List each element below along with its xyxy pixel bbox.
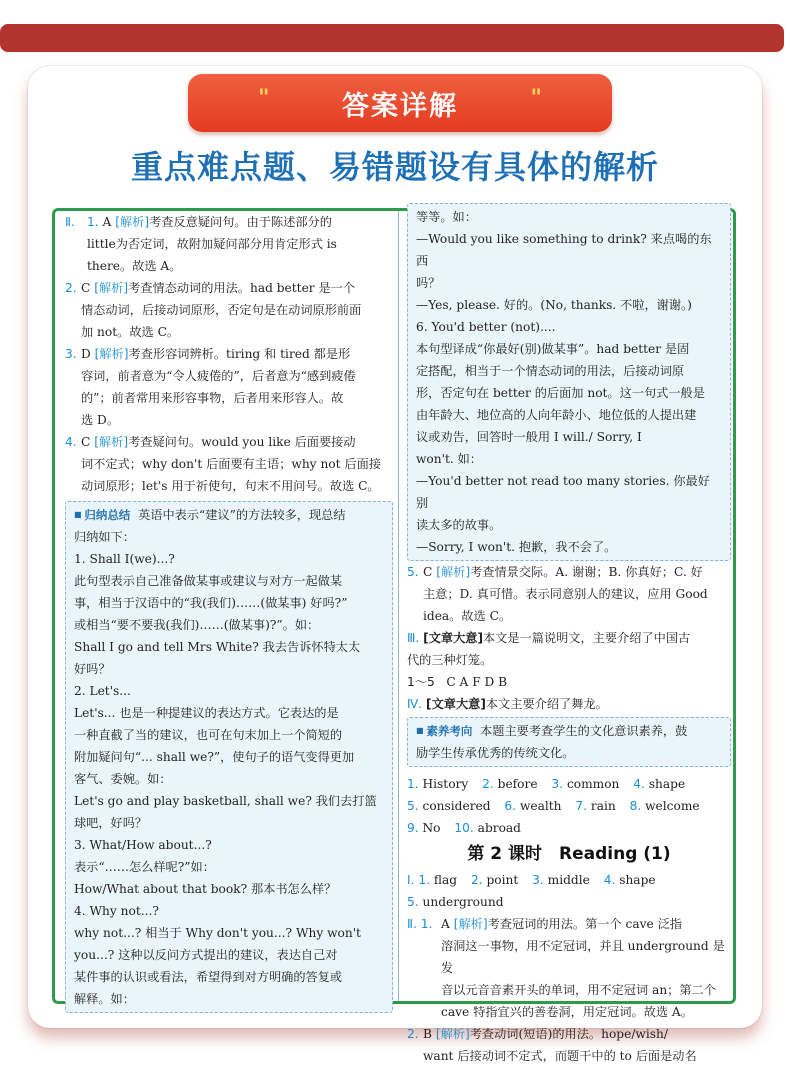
banner-quote-right: " <box>530 86 542 111</box>
section-3-summary <box>407 627 731 671</box>
reading-answer-2-2 <box>407 1023 731 1067</box>
summary-line: 本文主要介绍了舞龙。 <box>485 697 608 711</box>
note-line: 事，相当于汉语中的“我(我们)……(做某事) 好吗?” <box>74 596 348 610</box>
question-number: 2. <box>65 281 77 295</box>
note-line: 2. Let's... <box>74 684 131 698</box>
vocab-item: 3. common <box>551 777 620 791</box>
summary-line: 代的三种灯笼。 <box>407 653 493 667</box>
literacy-note-box <box>407 717 731 767</box>
vocab-item: 5. underground <box>407 895 504 909</box>
analysis-line: 动词原形；let's 用于祈使句，句末不用问号。故选 C。 <box>81 479 380 493</box>
analysis-tag: [解析] <box>453 917 488 931</box>
note-line: 或相当“要不要我(我们)……(做某事)?”。如： <box>74 618 320 632</box>
answer-letters: C A F D B <box>446 675 508 689</box>
banner-title: 答案详解 <box>342 90 458 122</box>
literacy-note-head: ■ 素养考向 <box>416 724 472 738</box>
note-line: 由年龄大、地位高的人向年龄小、地位低的人提出建 <box>416 408 697 422</box>
answer-item-2-2 <box>65 277 393 343</box>
answers-1-5 <box>407 671 731 693</box>
section-4-summary <box>407 693 731 715</box>
note-line: 3. What/How about...? <box>74 838 212 852</box>
analysis-tag: [解析] <box>94 281 129 295</box>
title-banner <box>188 74 612 132</box>
note-line: 读太多的故事。 <box>416 518 502 532</box>
answer-item-2-5 <box>407 561 731 627</box>
analysis-line: 考查反意疑问句。由于陈述部分的 <box>149 215 332 229</box>
lesson-title: 第 2 课时 Reading (1) <box>467 844 671 864</box>
note-line: 本题主要考查学生的文化意识素养，鼓 <box>480 724 688 738</box>
summary-note-box <box>65 501 393 1013</box>
section-label: Ⅳ. <box>407 697 423 711</box>
vocab-item: 5. considered <box>407 799 491 813</box>
analysis-tag: [解析] <box>94 435 129 449</box>
answer-range: 1～5 <box>407 675 435 689</box>
analysis-line: 主意；D. 真可惜。表示同意别人的建议，应用 Good <box>423 587 708 601</box>
section-label: Ⅱ. <box>407 917 417 931</box>
note-line: 解释。如： <box>74 992 135 1006</box>
continued-note-box <box>407 203 731 561</box>
vocab-item: 1. History <box>407 777 469 791</box>
note-line: Shall I go and tell Mrs White? 我去告诉怀特太太 <box>74 640 361 654</box>
answer-letter: C <box>81 435 91 449</box>
note-line: 英语中表示“建议”的方法较多，现总结 <box>138 508 346 522</box>
note-line: 议或劝告，回答时一般用 I will./ Sorry, I <box>416 430 642 444</box>
note-line: 表示“……怎么样呢?”如： <box>74 860 215 874</box>
analysis-tag: [解析] <box>94 347 129 361</box>
note-line: 1. Shall I(we)...? <box>74 552 175 566</box>
reading-answer-2-1 <box>407 913 731 1023</box>
analysis-line: 考查动词(短语)的用法。hope/wish/ <box>469 1027 668 1041</box>
section-label: Ⅰ. <box>407 873 415 887</box>
note-line: 定搭配，相当于一个情态动词的用法，后接动词原 <box>416 364 685 378</box>
analysis-line: 容词，前者意为“令人疲倦的”，后者意为“感到疲倦 <box>81 369 356 383</box>
analysis-line: 情态动词，后接动词原形，否定句是在动词原形前面 <box>81 303 362 317</box>
summary-tag: [文章大意] <box>423 631 484 645</box>
summary-note-head: ■ 归纳总结 <box>74 508 130 522</box>
answer-letter: A <box>102 215 112 229</box>
answer-item-2-4 <box>65 431 393 497</box>
section-label: Ⅲ. <box>407 631 420 645</box>
note-line: 球吧，好吗？ <box>74 816 148 830</box>
note-line: 励学生传承优秀的传统文化。 <box>416 746 575 760</box>
note-line: How/What about that book? 那本书怎么样？ <box>74 882 337 896</box>
note-line: 一种直截了当的建议，也可在句末加上一个简短的 <box>74 728 343 742</box>
question-number: 1. <box>87 215 99 229</box>
vocab-item: 2. before <box>482 777 538 791</box>
answer-item-2-3 <box>65 343 393 431</box>
section-label: Ⅱ. <box>65 215 75 229</box>
analysis-line: there。故选 A。 <box>87 259 182 273</box>
vocab-item: 4. shape <box>633 777 686 791</box>
banner-quote-left: " <box>258 86 270 111</box>
note-line: 归纳如下： <box>74 530 135 544</box>
analysis-line: 的”；前者常用来形容事物，后者用来形容人。故 <box>81 391 344 405</box>
note-line: —Yes, please. 好的。(No, thanks. 不啦，谢谢。) <box>416 298 692 312</box>
section-1-answers <box>407 869 731 891</box>
question-number: 2. <box>407 1027 419 1041</box>
answer-frame <box>52 208 736 1063</box>
analysis-line: 考查情景交际。A. 谢谢；B. 你真好；C. 好 <box>470 565 703 579</box>
note-line: 4. Why not...? <box>74 904 159 918</box>
note-line: 等等。如： <box>416 210 477 224</box>
analysis-line: 选 D。 <box>81 413 120 427</box>
left-column <box>65 211 393 1006</box>
note-line: Let's go and play basketball, shall we? 我们去打篮 <box>74 794 377 808</box>
note-line: 好吗？ <box>74 662 111 676</box>
note-line: 客气、委婉。如： <box>74 772 172 786</box>
answer-letter: C <box>81 281 91 295</box>
analysis-line: 加 not。故选 C。 <box>81 325 180 339</box>
vocab-item: 7. rain <box>575 799 616 813</box>
column-divider <box>398 211 399 1001</box>
analysis-line: 词不定式；why don't 后面要有主语；why not 后面接 <box>81 457 381 471</box>
page-subtitle: 重点难点题、易错题设有具体的解析 <box>130 148 659 186</box>
question-number: 4. <box>65 435 77 449</box>
analysis-tag: [解析] <box>435 1027 470 1041</box>
analysis-line: 考查形容词辨析。tiring 和 tired 都是形 <box>128 347 351 361</box>
question-number: 1. <box>420 917 433 931</box>
note-line: won't. 如： <box>416 452 482 466</box>
analysis-line: 考查冠词的用法。第一个 cave 泛指 <box>487 917 682 931</box>
note-line: —You'd better not read too many stories. 你最好别 <box>416 474 710 510</box>
note-line: why not...? 相当于 Why don't you...? Why won't <box>74 926 361 940</box>
note-line: 形，否定句在 better 的后面加 not。这一句式一般是 <box>416 386 705 400</box>
note-line: 此句型表示自己准备做某事或建议与对方一起做某 <box>74 574 343 588</box>
vocab-item: 1. flag <box>418 873 458 887</box>
answer-letter: D <box>81 347 91 361</box>
analysis-line: 溶洞这一事物，用不定冠词，并且 underground 是发 <box>441 939 725 975</box>
summary-tag: [文章大意] <box>426 697 486 711</box>
analysis-line: 考查疑问句。would you like 后面要接动 <box>128 435 356 449</box>
question-number: 3. <box>65 347 77 361</box>
vocab-item: 9. No <box>407 821 441 835</box>
answer-letter: A <box>441 917 450 931</box>
analysis-line: cave 特指宜兴的善卷洞，用定冠词。故选 A。 <box>441 1005 693 1019</box>
analysis-line: 音以元音音素开头的单词，用不定冠词 an；第二个 <box>441 983 716 997</box>
vocab-row-1 <box>407 773 731 795</box>
analysis-tag: [解析] <box>436 565 471 579</box>
vocab-item: 6. wealth <box>504 799 562 813</box>
note-line: 本句型译成“你最好(别)做某事”。had better 是固 <box>416 342 690 356</box>
note-line: —Sorry, I won't. 抱歉，我不会了。 <box>416 540 617 554</box>
top-decor-bar <box>0 24 784 52</box>
analysis-tag: [解析] <box>115 215 150 229</box>
note-line: 某件事的认识或看法，希望得到对方明确的答复或 <box>74 970 343 984</box>
answer-letter: B <box>423 1027 432 1041</box>
note-line: —Would you like something to drink? 来点喝的东西 <box>416 232 712 268</box>
answer-item-2-1 <box>65 211 393 277</box>
analysis-line: want 后接动词不定式，而题干中的 to 后面是动名 <box>423 1049 697 1063</box>
analysis-line: 考查情态动词的用法。had better 是一个 <box>128 281 356 295</box>
question-number: 5. <box>407 565 419 579</box>
note-line: you...? 这种以反问方式提出的建议，表达自己对 <box>74 948 338 962</box>
section-1-answers-cont <box>407 891 731 913</box>
analysis-line: little为否定词，故附加疑问部分用肯定形式 is <box>87 237 337 251</box>
note-line: 6. You'd better (not).... <box>416 320 556 334</box>
answer-letter: C <box>423 565 433 579</box>
vocab-row-2 <box>407 795 731 817</box>
vocab-item: 8. welcome <box>629 799 700 813</box>
note-line: 附加疑问句“... shall we?”，使句子的语气变得更加 <box>74 750 355 764</box>
note-line: Let's... 也是一种提建议的表达方式。它表达的是 <box>74 706 339 720</box>
vocab-item: 3. middle <box>532 873 590 887</box>
right-column <box>407 210 731 1063</box>
vocab-row-3 <box>407 817 731 839</box>
vocab-item: 2. point <box>470 873 519 887</box>
vocab-item: 10. abroad <box>454 821 521 835</box>
vocab-item: 4. shape <box>603 873 656 887</box>
summary-line: 本文是一篇说明文，主要介绍了中国古 <box>483 631 691 645</box>
analysis-line: idea。故选 C。 <box>423 609 512 623</box>
note-line: 吗？ <box>416 276 441 290</box>
